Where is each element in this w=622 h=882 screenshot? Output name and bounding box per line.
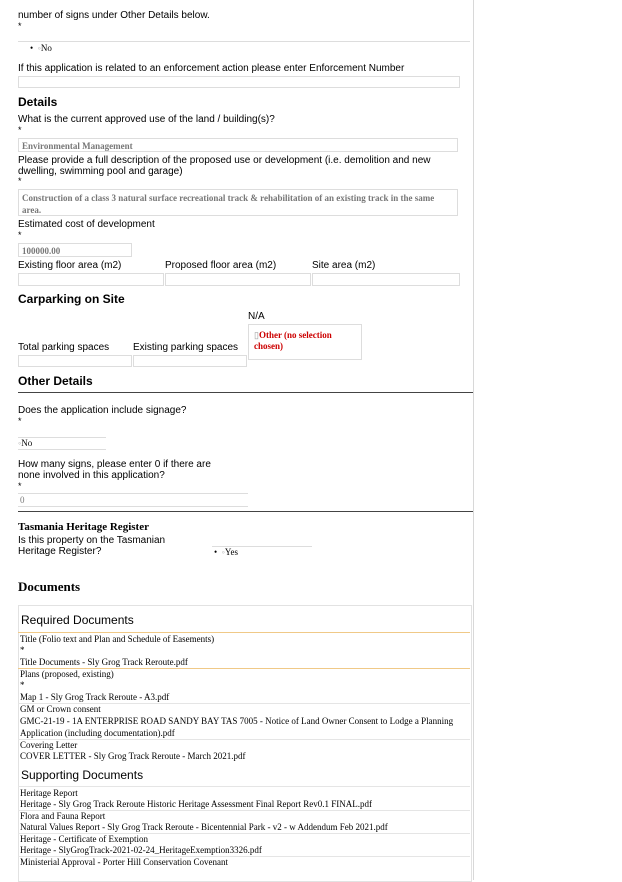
- section-divider: [18, 511, 473, 512]
- doc-label-cover: Covering Letter: [20, 740, 78, 750]
- signage-select[interactable]: ◦No: [18, 438, 33, 448]
- current-use-label: What is the current approved use of the land / building(s)?: [18, 114, 275, 125]
- doc-file-flora[interactable]: Natural Values Report - Sly Grog Track Reroute - Bicentennial Park - v2 - w Addendum Feb 2021.pdf: [20, 822, 388, 832]
- row-separator: [18, 786, 470, 787]
- doc-file-title[interactable]: Title Documents - Sly Grog Track Reroute.pdf: [20, 657, 188, 667]
- row-separator: [18, 739, 470, 740]
- heritage-question: Is this property on the Tasmanian Heritage Register?: [18, 535, 166, 557]
- existing-floor-label: Existing floor area (m2): [18, 260, 122, 271]
- required-star: *: [18, 125, 22, 135]
- signs-count-input[interactable]: 0: [20, 495, 25, 505]
- doc-file-plans[interactable]: Map 1 - Sly Grog Track Reroute - A3.pdf: [20, 692, 170, 702]
- details-heading: Details: [18, 95, 58, 109]
- required-star: *: [20, 680, 25, 690]
- doc-label-flora: Flora and Fauna Report: [20, 811, 106, 821]
- section-divider: [18, 392, 473, 393]
- doc-label-title: Title (Folio text and Plan and Schedule of Easements): [20, 634, 215, 644]
- existing-floor-input[interactable]: [18, 273, 164, 286]
- signage-select-bottom: [18, 449, 106, 450]
- description-input[interactable]: Construction of a class 3 natural surface recreational track & rehabilitation of an existing track in the same area.: [18, 189, 458, 216]
- enforcement-number-input[interactable]: [18, 76, 460, 88]
- other-option[interactable]: ▯Other (no selection chosen): [254, 330, 332, 351]
- no-radio-option[interactable]: • ◦No: [30, 43, 52, 53]
- carparking-heading: Carparking on Site: [18, 292, 125, 306]
- signs-input-top: [18, 493, 248, 494]
- na-label: N/A: [248, 311, 265, 322]
- supporting-documents-heading: Supporting Documents: [21, 768, 144, 782]
- description-label: Please provide a full description of the proposed use or development (i.e. demolition and new dwelling, swimming pool and garage): [18, 155, 431, 177]
- doc-file-heritage-report[interactable]: Heritage - Sly Grog Track Reroute Historic Heritage Assessment Final Report Rev0.1 FINAL.pdf: [20, 799, 372, 809]
- doc-file-cover[interactable]: COVER LETTER - Sly Grog Track Reroute - March 2021.pdf: [20, 751, 246, 761]
- current-use-input[interactable]: Environmental Management: [18, 138, 458, 152]
- cost-input[interactable]: 100000.00: [18, 243, 132, 257]
- divider: [18, 41, 470, 42]
- cost-label: Estimated cost of development: [18, 219, 155, 230]
- existing-parking-input[interactable]: [133, 355, 247, 367]
- required-star: *: [20, 645, 25, 655]
- doc-label-ministerial: Ministerial Approval - Porter Hill Conservation Covenant: [20, 857, 228, 867]
- signage-label: Does the application include signage?: [18, 405, 187, 416]
- required-star: *: [18, 481, 22, 491]
- heritage-heading: Tasmania Heritage Register: [18, 521, 149, 533]
- signs-input-bottom: [18, 506, 248, 507]
- doc-file-consent[interactable]: GMC-21-19 - 1A ENTERPRISE ROAD SANDY BAY TAS 7005 - Notice of Land Owner Consent to Lodge a Planning Application (including documentation).pdf: [20, 716, 454, 738]
- required-star: *: [18, 21, 22, 31]
- existing-parking-label: Existing parking spaces: [133, 342, 239, 353]
- total-parking-input[interactable]: [18, 355, 132, 367]
- site-area-label: Site area (m2): [312, 260, 376, 271]
- proposed-floor-label: Proposed floor area (m2): [165, 260, 277, 271]
- doc-label-consent: GM or Crown consent: [20, 704, 101, 714]
- other-details-heading: Other Details: [18, 374, 93, 388]
- documents-heading: Documents: [18, 579, 81, 594]
- doc-label-plans: Plans (proposed, existing): [20, 669, 114, 679]
- required-star: *: [18, 416, 22, 426]
- required-star: *: [18, 230, 22, 240]
- site-area-input[interactable]: [312, 273, 460, 286]
- enforcement-label: If this application is related to an enforcement action please enter Enforcement Number: [18, 63, 405, 74]
- doc-label-exemption: Heritage - Certificate of Exemption: [20, 834, 148, 844]
- signs-count-label: How many signs, please enter 0 if there are none involved in this application?: [18, 459, 211, 481]
- proposed-floor-input[interactable]: [165, 273, 311, 286]
- required-documents-heading: Required Documents: [21, 613, 134, 627]
- heritage-answer[interactable]: • ◦Yes: [214, 547, 238, 557]
- doc-label-heritage-report: Heritage Report: [20, 788, 78, 798]
- total-parking-label: Total parking spaces: [18, 342, 110, 353]
- doc-file-exemption[interactable]: Heritage - SlyGrogTrack-2021-02-24_HeritageExemption3326.pdf: [20, 845, 262, 855]
- intro-text: number of signs under Other Details below.: [18, 10, 210, 21]
- required-star: *: [18, 176, 22, 186]
- highlight-line: [18, 632, 470, 633]
